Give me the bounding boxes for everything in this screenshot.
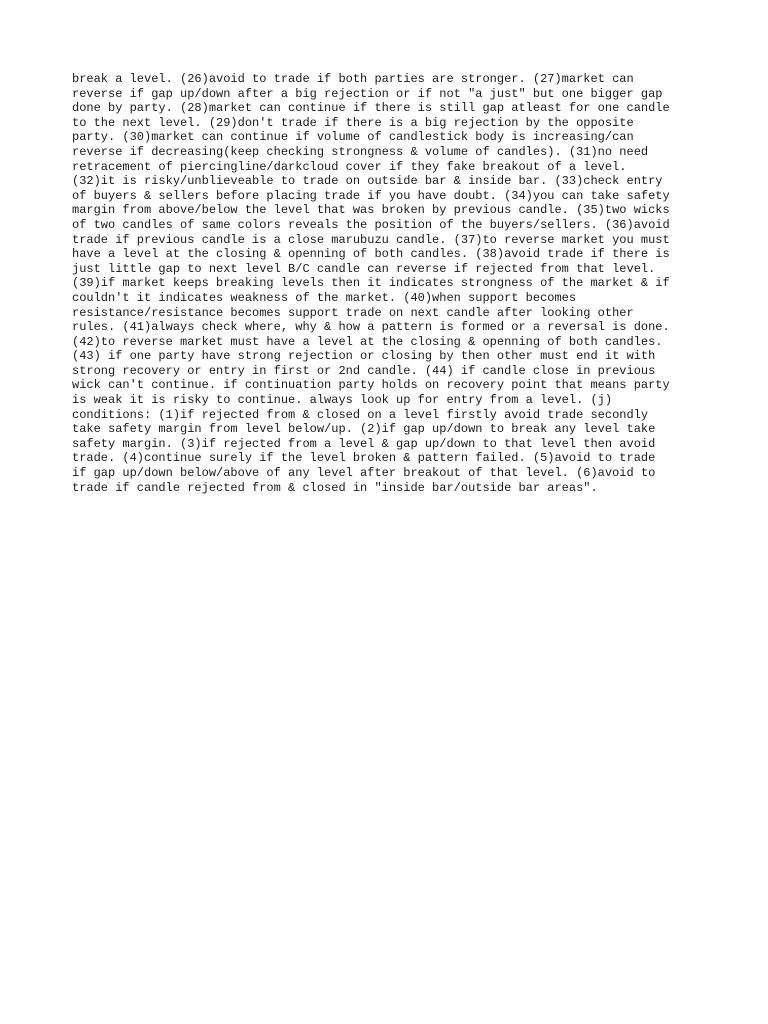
text-line: strong recovery or entry in first or 2nd candle. (44) if candle close in previous <box>72 363 656 378</box>
text-line: couldn't it indicates weakness of the market. (40)when support becomes <box>72 290 577 305</box>
body-text <box>72 72 702 495</box>
text-line: have a level at the closing & openning of both candles. (38)avoid trade if there is <box>72 247 670 262</box>
text-line: (32)it is risky/unblieveable to trade on outside bar & inside bar. (33)check entry <box>72 174 663 189</box>
text-line: retracement of piercingline/darkcloud cover if they fake breakout of a level. <box>72 159 627 174</box>
text-line: (39)if market keeps breaking levels then it indicates strongness of the market & if <box>72 276 670 291</box>
text-line: safety margin. (3)if rejected from a level & gap up/down to that level then avoid <box>72 436 656 451</box>
text-line: party. (30)market can continue if volume of candlestick body is increasing/can <box>72 130 634 145</box>
text-line: of two candles of same colors reveals the position of the buyers/sellers. (36)avoid <box>72 217 670 232</box>
text-line: done by party. (28)market can continue if there is still gap atleast for one candle <box>72 101 670 116</box>
text-line: reverse if decreasing(keep checking strongness & volume of candles). (31)no need <box>72 144 649 159</box>
text-line: break a level. (26)avoid to trade if both parties are stronger. (27)market can <box>72 72 634 86</box>
text-line: take safety margin from level below/up. (2)if gap up/down to break any level take <box>72 422 656 437</box>
text-line: if gap up/down below/above of any level after breakout of that level. (6)avoid to <box>72 466 656 481</box>
text-line: (42)to reverse market must have a level at the closing & openning of both candles. <box>72 334 663 349</box>
text-line: wick can't continue. if continuation party holds on recovery point that means party <box>72 378 670 393</box>
text-line: trade. (4)continue surely if the level broken & pattern failed. (5)avoid to trade <box>72 451 656 466</box>
text-line: to the next level. (29)don't trade if there is a big rejection by the opposite <box>72 115 634 130</box>
text-line: conditions: (1)if rejected from & closed on a level firstly avoid trade secondly <box>72 407 649 422</box>
text-line: (43) if one party have strong rejection or closing by then other must end it with <box>72 349 656 364</box>
text-line: resistance/resistance becomes support trade on next candle after looking other <box>72 305 634 320</box>
text-line: rules. (41)always check where, why & how a pattern is formed or a reversal is done. <box>72 320 670 335</box>
text-line: reverse if gap up/down after a big rejection or if not "a just" but one bigger gap <box>72 86 663 101</box>
text-line: trade if previous candle is a close marubuzu candle. (37)to reverse market you must <box>72 232 670 247</box>
text-line: margin from above/below the level that was broken by previous candle. (35)two wicks <box>72 203 670 218</box>
document-page <box>72 72 702 495</box>
text-line: just little gap to next level B/C candle can reverse if rejected from that level. <box>72 261 656 276</box>
text-line: of buyers & sellers before placing trade if you have doubt. (34)you can take safety <box>72 188 670 203</box>
text-line: trade if candle rejected from & closed in "inside bar/outside bar areas". <box>72 480 598 495</box>
text-line: is weak it is risky to continue. always look up for entry from a level. (j) <box>72 393 613 408</box>
